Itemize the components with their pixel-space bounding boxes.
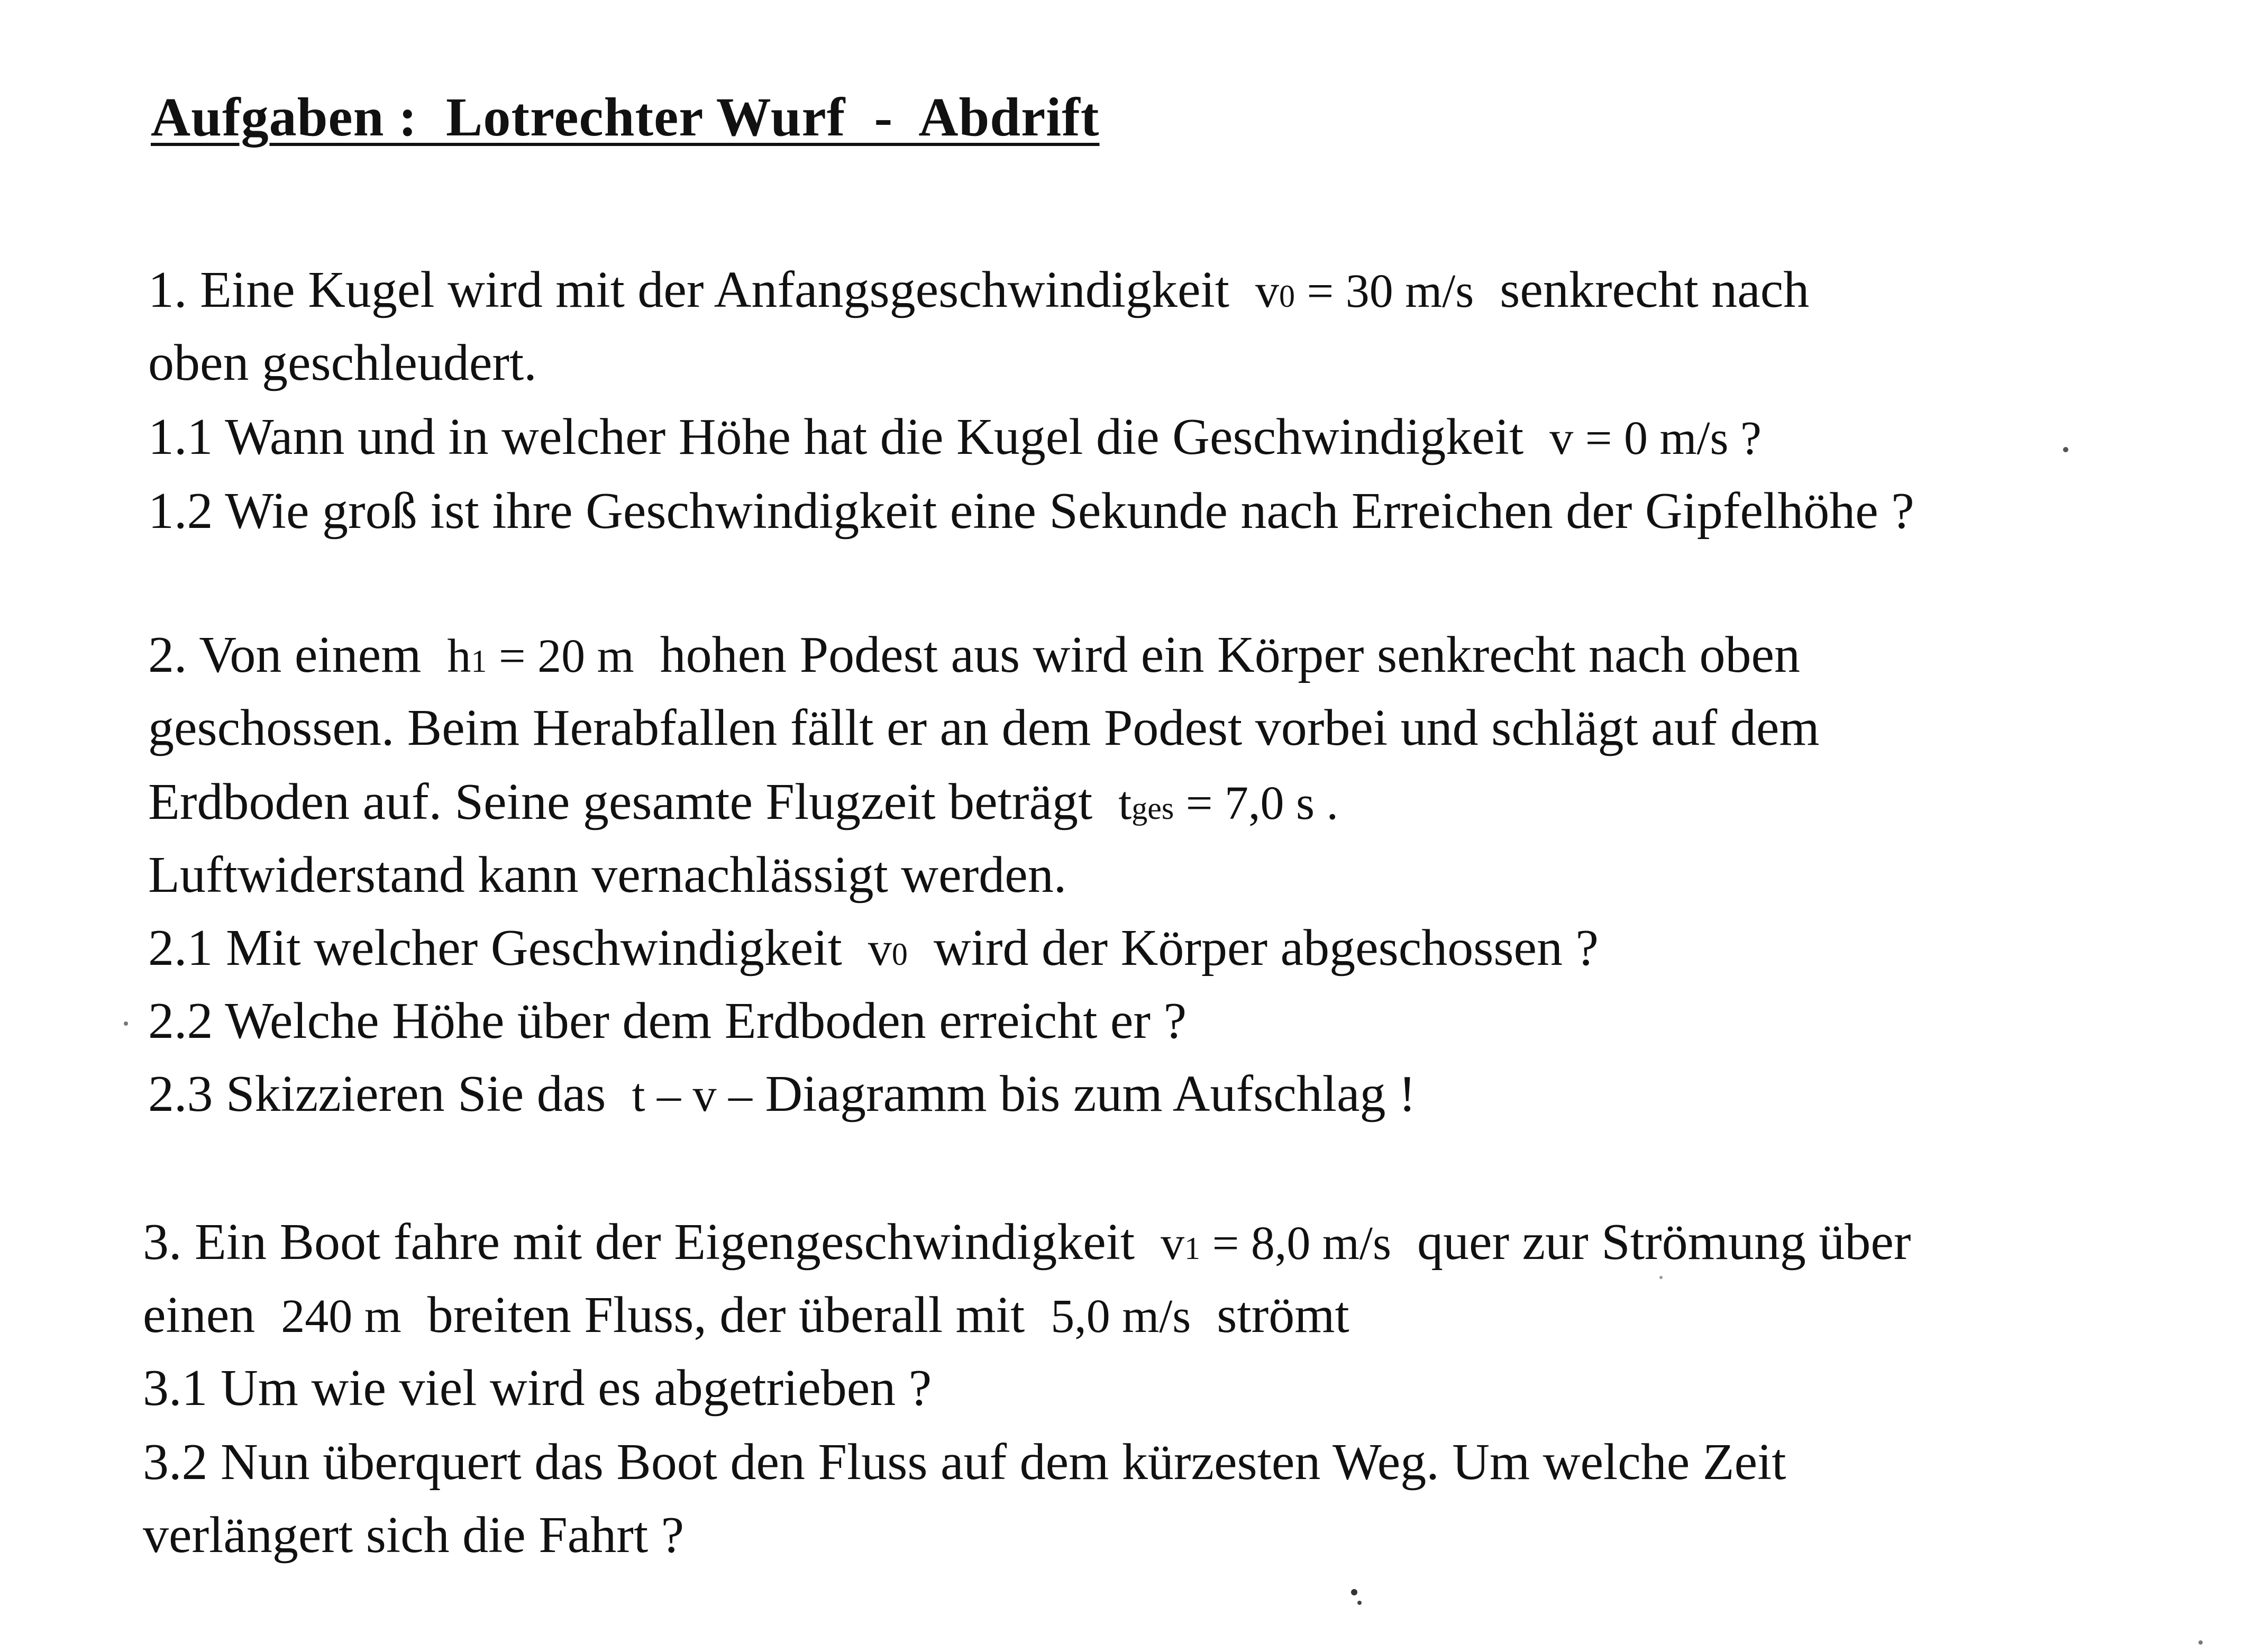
t-v-label: t – v – — [632, 1069, 752, 1121]
task2-q23-text: 2.3 Skizzieren Sie das — [148, 1065, 632, 1122]
v0-var: v — [1255, 265, 1279, 317]
h1-subscript: 1 — [471, 644, 487, 679]
current-speed-value: 5,0 m/s — [1051, 1290, 1191, 1343]
task3-question-3-2: 3.2 Nun überquert das Boot den Fluss auf dem kürzesten Weg. Um welche Zeit — [143, 1434, 1786, 1491]
page-title: Aufgaben : Lotrechter Wurf - Abdrift — [151, 87, 1100, 148]
speck-2 — [124, 1021, 128, 1026]
tges-subscript: ges — [1131, 791, 1174, 826]
v1-var: v — [1161, 1217, 1185, 1270]
task3-line2-end: strömt — [1191, 1286, 1349, 1344]
task2-q23-end: Diagramm bis zum Aufschlag ! — [752, 1065, 1416, 1122]
v1-value: = 8,0 m/s — [1200, 1217, 1391, 1270]
v0-subscript: 0 — [1279, 279, 1295, 314]
v-zero-equation: v = 0 m/s ? — [1549, 412, 1762, 464]
tges-value: = 7,0 s . — [1174, 777, 1338, 829]
task2-q21-end: wird der Körper abgeschossen ? — [907, 919, 1599, 976]
task1-line1-end: senkrecht nach — [1474, 261, 1810, 318]
task2-line3-text: Erdboden auf. Seine gesamte Flugzeit beträgt — [148, 773, 1119, 830]
task2-line1-text: 2. Von einem — [148, 626, 448, 683]
v0-subscript-2: 0 — [891, 937, 908, 972]
v1-subscript: 1 — [1184, 1231, 1201, 1266]
task3-line2-start: einen — [143, 1286, 281, 1344]
speck-6 — [1659, 1276, 1663, 1279]
task3-line1-text: 3. Ein Boot fahre mit der Eigengeschwindigkeit — [143, 1213, 1161, 1271]
task1-line2: oben geschleudert. — [148, 334, 537, 391]
v0-value: = 30 m/s — [1294, 265, 1474, 317]
task3-line2-mid: breiten Fluss, der überall mit — [401, 1286, 1051, 1344]
v0-var-2: v — [868, 923, 892, 975]
task2-line2: geschossen. Beim Herabfallen fällt er an dem Podest vorbei und schlägt auf dem — [148, 699, 1820, 756]
task2-line1-end: hohen Podest aus wird ein Körper senkrecht nach oben — [634, 626, 1800, 683]
h1-var: h — [447, 630, 471, 682]
task1-q11-text: 1.1 Wann und in welcher Höhe hat die Kugel die Geschwindigkeit — [148, 408, 1550, 466]
task2-line4: Luftwiderstand kann vernachlässigt werden. — [148, 846, 1067, 903]
speck-1 — [2063, 447, 2068, 452]
speck-4 — [1357, 1601, 1362, 1605]
tges-var: t — [1118, 777, 1132, 829]
task3-line5: verlängert sich die Fahrt ? — [143, 1507, 685, 1564]
task3-question-3-1: 3.1 Um wie viel wird es abgetrieben ? — [143, 1359, 932, 1417]
task3-line1-end: quer zur Strömung über — [1391, 1213, 1911, 1271]
h1-value: = 20 m — [487, 630, 634, 682]
speck-3 — [1351, 1589, 1357, 1595]
task1-line1-text: 1. Eine Kugel wird mit der Anfangsgeschwindigkeit — [148, 261, 1255, 318]
speck-5 — [2198, 1640, 2203, 1645]
task2-question-2-2: 2.2 Welche Höhe über dem Erdboden erreicht er ? — [148, 992, 1187, 1049]
task1-question-1-2: 1.2 Wie groß ist ihre Geschwindigkeit eine Sekunde nach Erreichen der Gipfelhöhe ? — [148, 482, 1914, 540]
task2-q21-text: 2.1 Mit welcher Geschwindigkeit — [148, 919, 868, 976]
river-width-value: 240 m — [281, 1290, 401, 1343]
